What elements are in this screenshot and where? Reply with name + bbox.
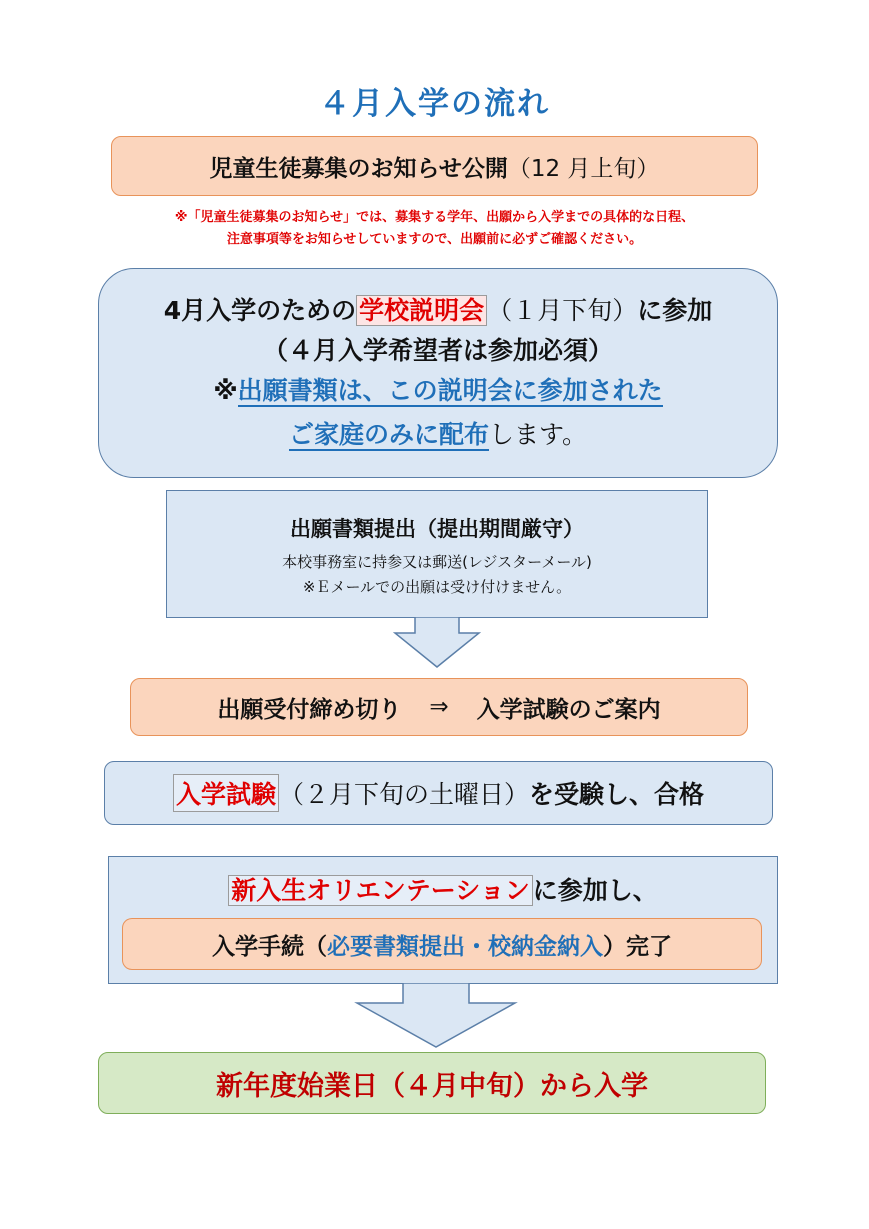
start-label: 新年度始業日（４月中旬）から入学: [216, 1070, 648, 1102]
flow-arrow-down-icon: [353, 983, 519, 1049]
step-deadline-box: [130, 678, 748, 736]
orientation-highlight: 新入生オリエンテーション: [228, 875, 533, 906]
step-announcement-label: 児童生徒募集のお知らせ公開: [209, 155, 508, 182]
note-line-1: ※「児童生徒募集のお知らせ」では、募集する学年、出願から入学までの具体的な日程、: [174, 210, 695, 225]
step-info-session-box: [98, 268, 778, 478]
enrollment-procedure-box: [122, 918, 762, 970]
application-line-1: 本校事務室に持参又は郵送(レジスターメール): [282, 553, 592, 571]
procedure-blue: 必要書類提出・校納金納入: [327, 933, 603, 960]
orientation-line: [109, 871, 777, 907]
deadline-arrow: ⇒: [429, 694, 449, 720]
info-session-family-only: ご家庭のみに配布: [288, 420, 489, 449]
exam-date: （２月下旬の土曜日）: [278, 780, 529, 809]
application-title: 出願書類提出（提出期間厳守）: [290, 517, 584, 541]
note-line-2: 注意事項等をお知らせしていますので、出願前に必ずご確認ください。: [226, 232, 643, 247]
step-application-box: [166, 490, 708, 618]
step-announcement-box: [111, 136, 758, 196]
info-session-suffix: に参加: [637, 296, 713, 325]
procedure-prefix: 入学手続（: [212, 933, 327, 960]
step-exam-box: [104, 761, 773, 825]
info-session-line-3: [99, 371, 777, 411]
deadline-label: 出願受付締め切り: [217, 696, 402, 723]
info-session-highlight: 学校説明会: [356, 295, 487, 326]
page-title: ４月入学の流れ: [319, 86, 550, 122]
orientation-suffix: に参加し、: [532, 876, 658, 905]
info-session-line-1: [99, 291, 777, 331]
announcement-note: [60, 207, 809, 251]
exam-suffix: を受験し、合格: [529, 780, 705, 809]
step-start-box: [98, 1052, 766, 1114]
info-session-mark: ※: [213, 376, 238, 405]
info-session-date: （１月下旬）: [487, 296, 638, 325]
info-session-distribution-note: 出願書類は、この説明会に参加された: [237, 376, 663, 405]
procedure-suffix: ）完了: [603, 933, 672, 960]
application-line-2: ※Ｅメールでの出願は受け付けません。: [302, 578, 572, 596]
info-session-prefix: 4月入学のための: [163, 296, 357, 325]
exam-guidance-label: 入学試験のご案内: [476, 696, 661, 723]
info-session-line-2: （４月入学希望者は参加必須）: [262, 336, 613, 365]
flow-arrow-down-icon: [393, 617, 481, 669]
exam-highlight: 入学試験: [173, 774, 279, 812]
step-announcement-date: （12 月上旬）: [507, 155, 660, 182]
info-session-line-4: [99, 415, 777, 455]
info-session-line-4-rest: します。: [489, 420, 588, 449]
